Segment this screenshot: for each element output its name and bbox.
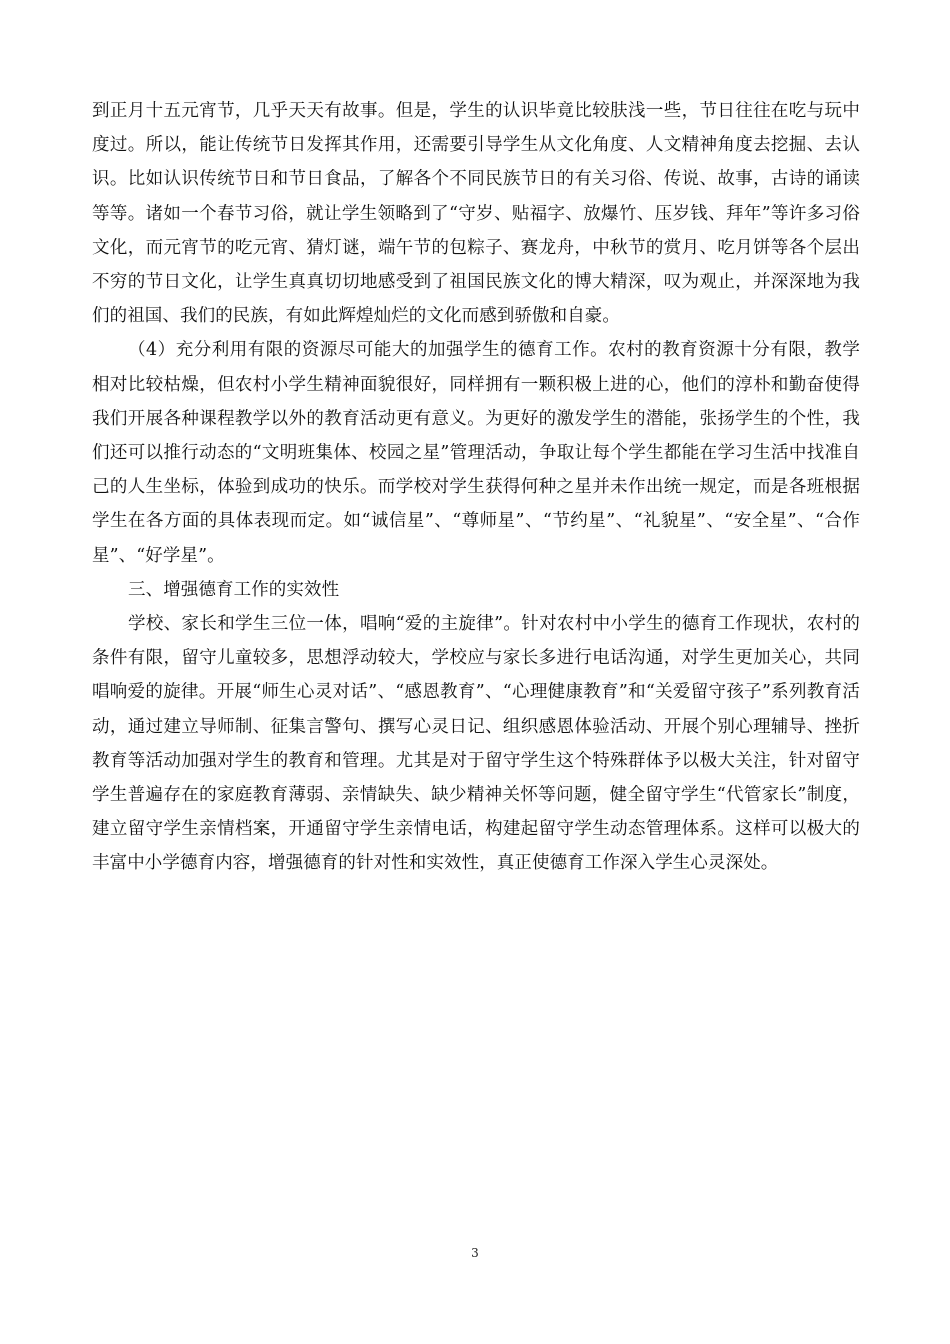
paragraph-2: （4）充分利用有限的资源尽可能大的加强学生的德育工作。农村的教育资源十分有限，教学相对比较枯燥，但农村小学生精神面貌很好，同样拥有一颗积极上进的心，他们的淳朴和勤奋使得我们开展各种课程教学以外的教育活动更有意义。为更好的激发学生的潜能，张扬学生的个性，我们还可以推行动态的“文明班集体、校园之星”管理活动，争取让每个学生都能在学习生活中找准自己的人生坐标，体验到成功的快乐。而学校对学生获得何种之星并未作出统一规定，而是各班根据学生在各方面的具体表现而定。如“诚信星”、“尊师星”、“节约星”、“礼貌星”、“安全星”、“合作星”、“好学星”。 bbox=[92, 340, 860, 566]
section-heading: 三、增强德育工作的实效性 bbox=[128, 579, 340, 600]
page-number: 3 bbox=[471, 1246, 479, 1260]
paragraph-3: 学校、家长和学生三位一体，唱响“爱的主旋律”。针对农村中小学生的德育工作现状，农村的条件有限，留守儿童较多，思想浮动较大，学校应与家长多进行电话沟通，对学生更加关心，共同唱响爱的旋律。开展“师生心灵对话”、“感恩教育”、“心理健康教育”和“关爱留守孩子”系列教育活动，通过建立导师制、征集言警句、撰写心灵日记、组织感恩体验活动、开展个别心理辅导、挫折教育等活动加强对学生的教育和管理。尤其是对于留守学生这个特殊群体予以极大关注，针对留守学生普遍存在的家庭教育薄弱、亲情缺失、缺少精神关怀等问题，健全留守学生“代管家长”制度，建立留守学生亲情档案，开通留守学生亲情电话，构建起留守学生动态管理体系。这样可以极大的丰富中小学德育内容，增强德育的针对性和实效性，真正使德育工作深入学生心灵深处。 bbox=[92, 614, 860, 874]
paragraph-1: 到正月十五元宵节，几乎天天有故事。但是，学生的认识毕竟比较肤浅一些，节日往往在吃与玩中度过。所以，能让传统节日发挥其作用，还需要引导学生从文化角度、人文精神角度去挖掘、去认识。比如认识传统节日和节日食品，了解各个不同民族节日的有关习俗、传说、故事，古诗的诵读等等。诸如一个春节习俗，就让学生领略到了“守岁、贴福字、放爆竹、压岁钱、拜年”等许多习俗文化，而元宵节的吃元宵、猜灯谜，端午节的包粽子、赛龙舟，中秋节的赏月、吃月饼等各个层出不穷的节日文化，让学生真真切切地感受到了祖国民族文化的博大精深，叹为观止，并深深地为我们的祖国、我们的民族，有如此辉煌灿烂的文化而感到骄傲和自豪。 bbox=[92, 101, 860, 327]
document-body bbox=[92, 94, 860, 881]
